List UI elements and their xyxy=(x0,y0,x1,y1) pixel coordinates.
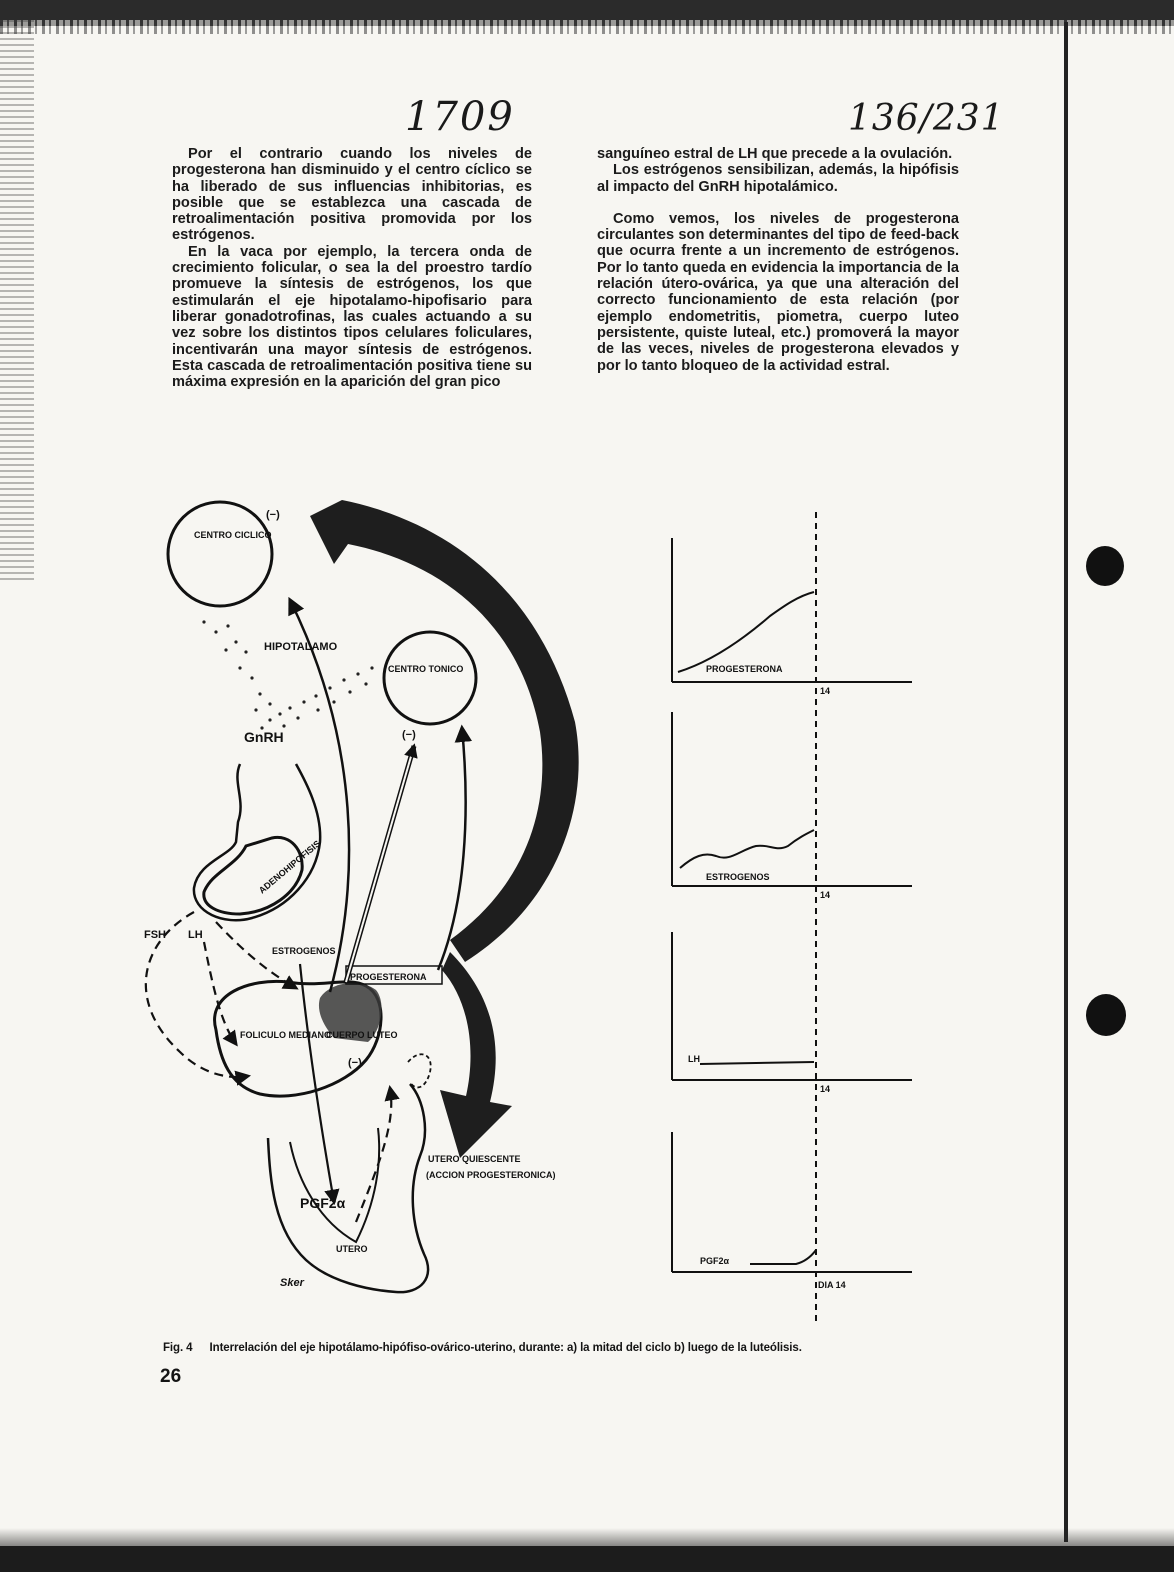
day-label: 14 xyxy=(820,1084,831,1094)
text-column-right xyxy=(597,146,959,374)
panel-label: PROGESTERONA xyxy=(706,664,783,674)
hipotalamo-label: HIPOTALAMO xyxy=(264,641,338,653)
gnrh-label: GnRH xyxy=(244,729,284,745)
centro-ciclico-label: CENTRO CICLICO xyxy=(194,530,272,540)
minus-sign-top: (−) xyxy=(266,509,280,521)
paragraph: sanguíneo estral de LH que precede a la ovulación. xyxy=(597,146,953,162)
cuerpo-luteo-label: CUERPO LUTEO xyxy=(326,1030,398,1040)
utero-quiescente-label: UTERO QUIESCENTE xyxy=(428,1154,521,1164)
chart-panel-estrogenos xyxy=(672,712,912,900)
hormone-axis-diagram xyxy=(120,482,620,1322)
text-column-left xyxy=(172,146,532,390)
accion-progesteronica-label: (ACCION PROGESTERONICA) xyxy=(426,1170,556,1180)
estrogenos-curve xyxy=(680,830,814,868)
figure-caption-text: Interrelación del eje hipotálamo-hipófiso-ovárico-uterino, durante: a) la mitad del ciclo b) luego de la luteólisis. xyxy=(209,1342,802,1354)
page-number: 26 xyxy=(160,1366,182,1387)
paragraph: Los estrógenos sensibilizan, además, la hipófisis al impacto del GnRH hipotalámico. xyxy=(597,162,959,195)
chart-panel-lh xyxy=(672,932,912,1094)
punch-hole-lower xyxy=(1086,994,1126,1036)
lh-curve xyxy=(700,1062,814,1064)
centro-tonico-label: CENTRO TONICO xyxy=(388,664,464,674)
hipotalamo-to-cicl-arrow xyxy=(290,600,349,992)
chart-panel-pgf xyxy=(672,1132,912,1290)
paragraph: Como vemos, los niveles de progesterona circulantes son determinantes del tipo de feed-back que ocurra frente a un incremento de estrógenos. Por lo tanto queda en evidencia la importancia de la relación útero-ovárica, ya que una alteración del correcto funcionamiento de esta relación (por ejemplo endometritis, piometra, cuerpo luteo persistente, quiste luteal, etc.) promoverá la mayor de las veces, niveles de progesterona elevados y por lo tanto bloqueo de la actividad estral. xyxy=(597,210,959,374)
pgf-label: PGF2α xyxy=(300,1195,346,1211)
panel-label: LH xyxy=(688,1054,700,1064)
scan-edge-top-noise xyxy=(0,20,1174,34)
centro-ciclico-circle xyxy=(168,502,272,606)
feedback-arrow-large xyxy=(310,500,579,962)
figure-caption xyxy=(163,1342,802,1354)
panel-label: PGF2α xyxy=(700,1256,730,1266)
day-label: DIA 14 xyxy=(818,1280,846,1290)
minus-sign-luteo: (−) xyxy=(348,1057,362,1069)
minus-sign-tonico: (−) xyxy=(402,729,416,741)
adenohipofisis-shape xyxy=(204,837,302,914)
centro-tonico-circle xyxy=(384,632,476,724)
paragraph: En la vaca por ejemplo, la tercera onda de crecimiento folicular, o sea la del proestro tardío promueve la síntesis de estrógenos, los que estimularán el eje hipotalamo-hipofisario para liberar gonadotrofinas, las cuales actuando a su vez sobre los distintos tipos celulares foliculares, incentivarán una mayor síntesis de estrógenos. Esta cascada de retroalimentación positiva tiene su máxima expresión en la aparición del gran pico xyxy=(172,243,532,391)
pgf-to-ovario-arrow xyxy=(356,1088,391,1222)
scan-edge-right-rule xyxy=(1064,22,1068,1542)
utero-inner xyxy=(290,1128,379,1242)
handwritten-number-left: 1709 xyxy=(405,94,515,140)
handwritten-number-right: 136/231 xyxy=(848,98,1005,139)
feedback-arrow-lower xyxy=(440,952,512,1158)
hormone-level-charts xyxy=(660,512,920,1332)
pgf-curve xyxy=(750,1250,816,1264)
punch-hole-upper xyxy=(1086,546,1124,586)
panel-label: ESTROGENOS xyxy=(706,872,770,882)
chart-panel-progesterona xyxy=(672,538,912,696)
estrogenos-to-tonico-arrow-inner xyxy=(346,746,414,982)
utero-label: UTERO xyxy=(336,1244,368,1254)
scan-edge-bottom-shade xyxy=(0,1528,1174,1548)
lh-label: LH xyxy=(188,929,203,941)
estrogenos-label: ESTROGENOS xyxy=(272,946,336,956)
scan-edge-left xyxy=(0,20,34,580)
progesterona-label: PROGESTERONA xyxy=(350,972,427,982)
figure-number: Fig. 4 xyxy=(163,1342,193,1354)
progesterona-curve xyxy=(678,592,814,672)
signature: Sker xyxy=(280,1277,304,1289)
day-label: 14 xyxy=(820,686,831,696)
fsh-label: FSH xyxy=(144,929,166,941)
oviducto xyxy=(408,1054,431,1087)
day-label: 14 xyxy=(820,890,831,900)
scan-edge-bottom xyxy=(0,1546,1174,1572)
foliculo-mediano-label: FOLICULO MEDIANO xyxy=(240,1030,331,1040)
adenohipofisis-label: ADENOHIPOFISIS xyxy=(256,838,323,896)
paragraph: Por el contrario cuando los niveles de progesterona han disminuido y el centro cíclico se ha liberado de sus influencias inhibitorias, es posible que se establezca una cascada de retroalimentación positiva promovida por los estrógenos. xyxy=(172,146,532,244)
utero-outline xyxy=(268,1084,428,1292)
hipotalamo-stipple xyxy=(202,620,373,729)
